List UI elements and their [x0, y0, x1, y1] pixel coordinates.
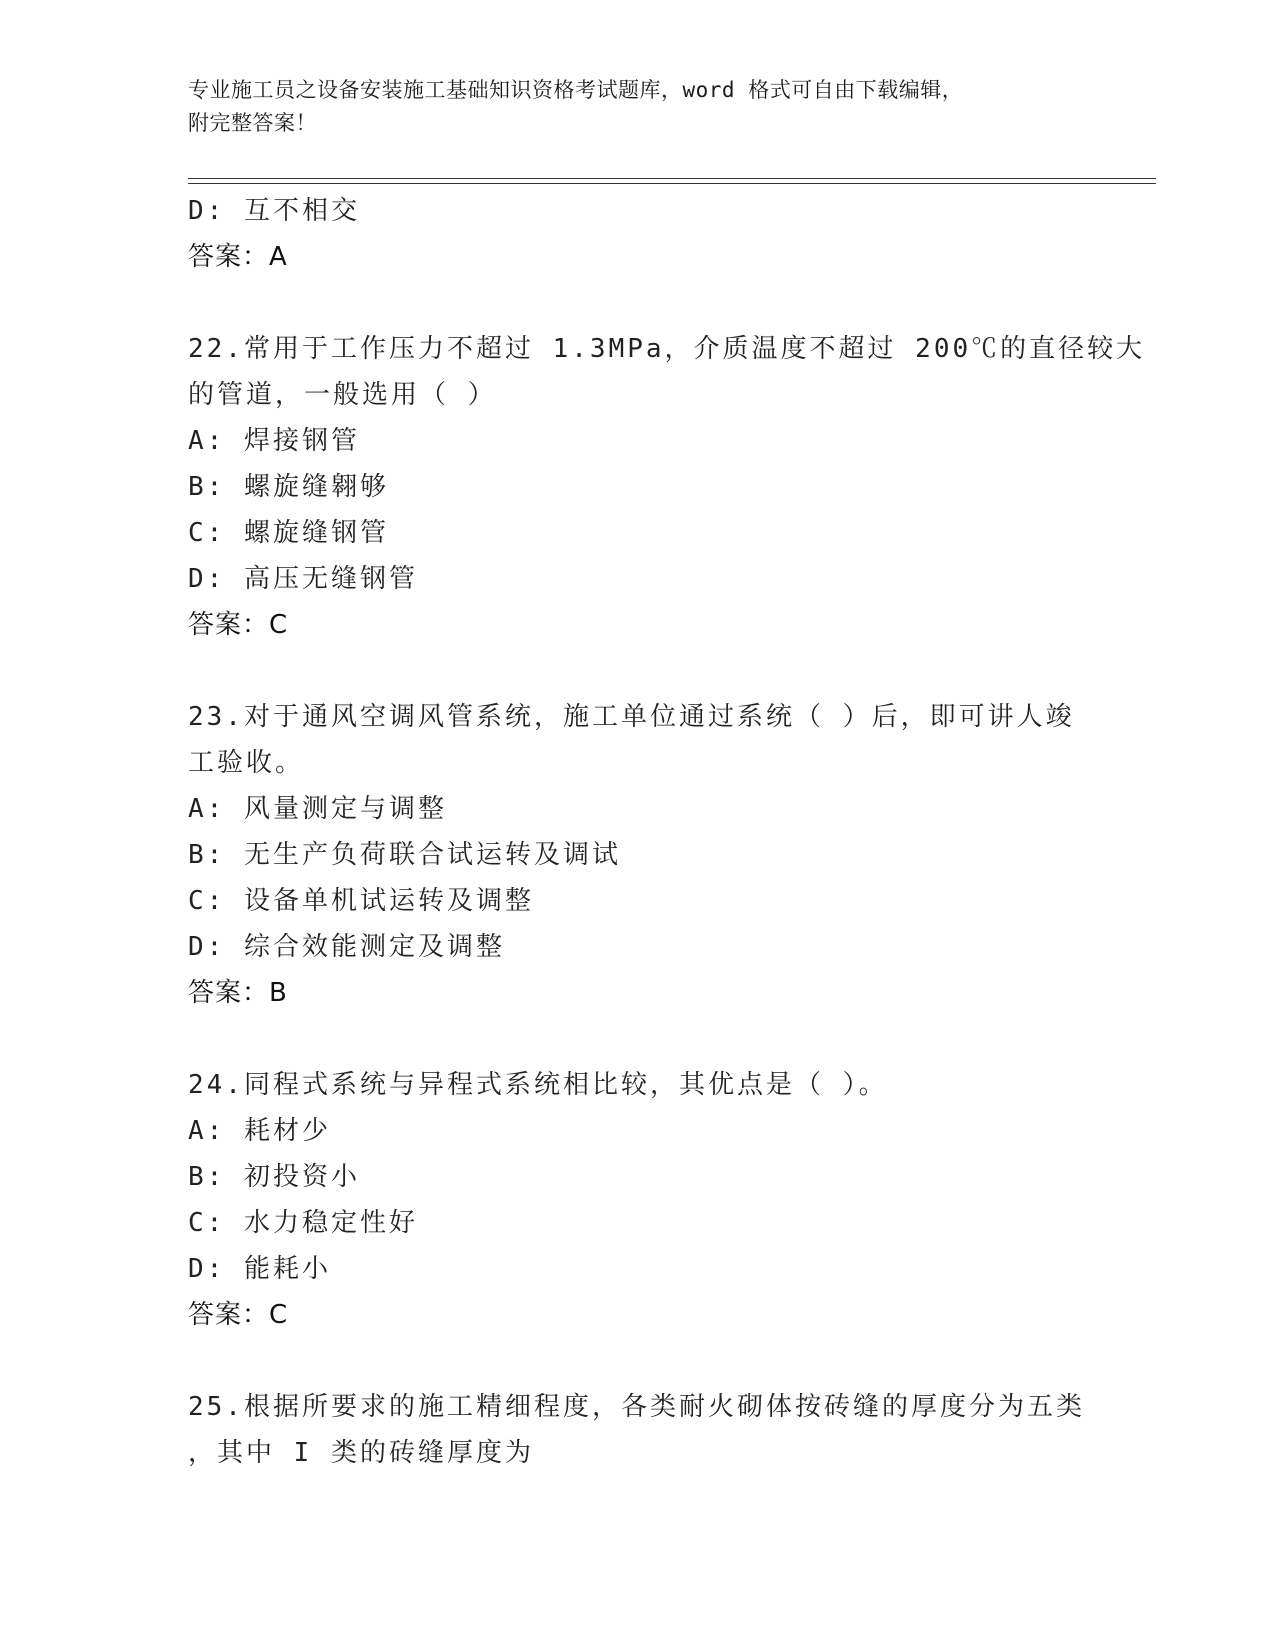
answer-line: 答案：A	[188, 242, 288, 272]
previous-question-tail	[188, 188, 1088, 280]
question-list	[188, 188, 1146, 1476]
question-23	[188, 694, 1088, 1016]
header-line-2: 附完整答案！	[188, 111, 317, 135]
option-b: B: 螺旋缝翱够	[188, 472, 389, 502]
option-c: C: 螺旋缝钢管	[188, 518, 389, 548]
option-c: C: 设备单机试运转及调整	[188, 886, 534, 916]
question-stem: 工验收。	[188, 748, 305, 778]
question-stem: ，其中 I 类的砖缝厚度为	[188, 1438, 534, 1468]
option-c: C: 水力稳定性好	[188, 1208, 418, 1238]
question-22	[188, 326, 1146, 648]
option-a: A: 耗材少	[188, 1116, 331, 1146]
option-d: D: 能耗小	[188, 1254, 331, 1284]
answer-line: 答案：B	[188, 978, 288, 1008]
option-b: B: 无生产负荷联合试运转及调试	[188, 840, 621, 870]
option-a: A: 焊接钢管	[188, 426, 360, 456]
option-a: A: 风量测定与调整	[188, 794, 447, 824]
option-d: D: 互不相交	[188, 196, 360, 226]
option-d: D: 高压无缝钢管	[188, 564, 418, 594]
question-stem: 25.根据所要求的施工精细程度，各类耐火砌体按砖缝的厚度分为五类	[188, 1392, 1085, 1422]
answer-line: 答案：C	[188, 610, 289, 640]
question-24	[188, 1062, 1088, 1338]
question-stem: 24.同程式系统与异程式系统相比较，其优点是（ ）。	[188, 1070, 888, 1100]
option-b: B: 初投资小	[188, 1162, 360, 1192]
question-stem: 的管道，一般选用（ ）	[188, 380, 497, 410]
document-header	[188, 74, 1068, 140]
question-25	[188, 1384, 1088, 1476]
answer-line: 答案：C	[188, 1300, 289, 1330]
header-divider-top	[188, 178, 1156, 179]
header-divider-bottom	[188, 183, 1156, 184]
question-stem: 22.常用于工作压力不超过 1.3MPa，介质温度不超过 200℃的直径较大	[188, 334, 1146, 364]
option-d: D: 综合效能测定及调整	[188, 932, 505, 962]
header-line-1: 专业施工员之设备安装施工基础知识资格考试题库，word 格式可自由下载编辑，	[188, 78, 964, 102]
question-stem: 23.对于通风空调风管系统，施工单位通过系统（ ）后，即可讲人竣	[188, 702, 1075, 732]
